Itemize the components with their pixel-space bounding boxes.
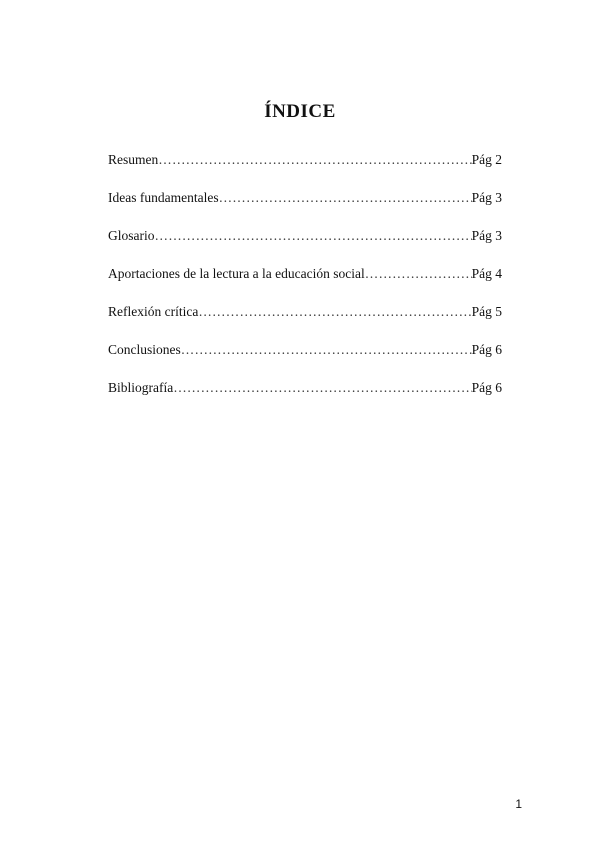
toc-entry-bibliografia <box>108 378 502 416</box>
toc-entry-reflexion-critica <box>108 302 502 340</box>
toc-entry-page: Pág 5 <box>471 304 502 319</box>
toc-entry-conclusiones <box>108 340 502 378</box>
toc-entry-label: Conclusiones <box>108 342 181 357</box>
dot-leader <box>365 264 472 284</box>
toc-entry-page: Pág 4 <box>471 266 502 281</box>
dot-leader <box>158 150 471 170</box>
toc-entry-label: Reflexión crítica <box>108 304 199 319</box>
toc-entry-label: Ideas fundamentales <box>108 190 219 205</box>
dot-leader <box>198 302 471 322</box>
toc-entry-resumen <box>108 150 502 188</box>
toc-entry-glosario <box>108 226 502 264</box>
page-number: 1 <box>515 797 522 811</box>
toc-entry-page: Pág 6 <box>471 342 502 357</box>
toc-entry-page: Pág 6 <box>471 380 502 395</box>
toc-entry-label: Resumen <box>108 152 159 167</box>
dot-leader <box>173 378 471 398</box>
toc-entry-label: Aportaciones de la lectura a la educación social <box>108 266 365 281</box>
dot-leader <box>219 188 472 208</box>
toc-entry-label: Glosario <box>108 228 155 243</box>
toc-entry-aportaciones <box>108 264 502 302</box>
dot-leader <box>155 226 472 246</box>
page-title: ÍNDICE <box>264 101 336 122</box>
toc-entry-page: Pág 3 <box>471 228 502 243</box>
toc-entry-ideas-fundamentales <box>108 188 502 226</box>
toc-entry-label: Bibliografía <box>108 380 174 395</box>
toc-entry-page: Pág 3 <box>471 190 502 205</box>
table-of-contents <box>108 150 502 416</box>
dot-leader <box>181 340 472 360</box>
toc-entry-page: Pág 2 <box>471 152 502 167</box>
